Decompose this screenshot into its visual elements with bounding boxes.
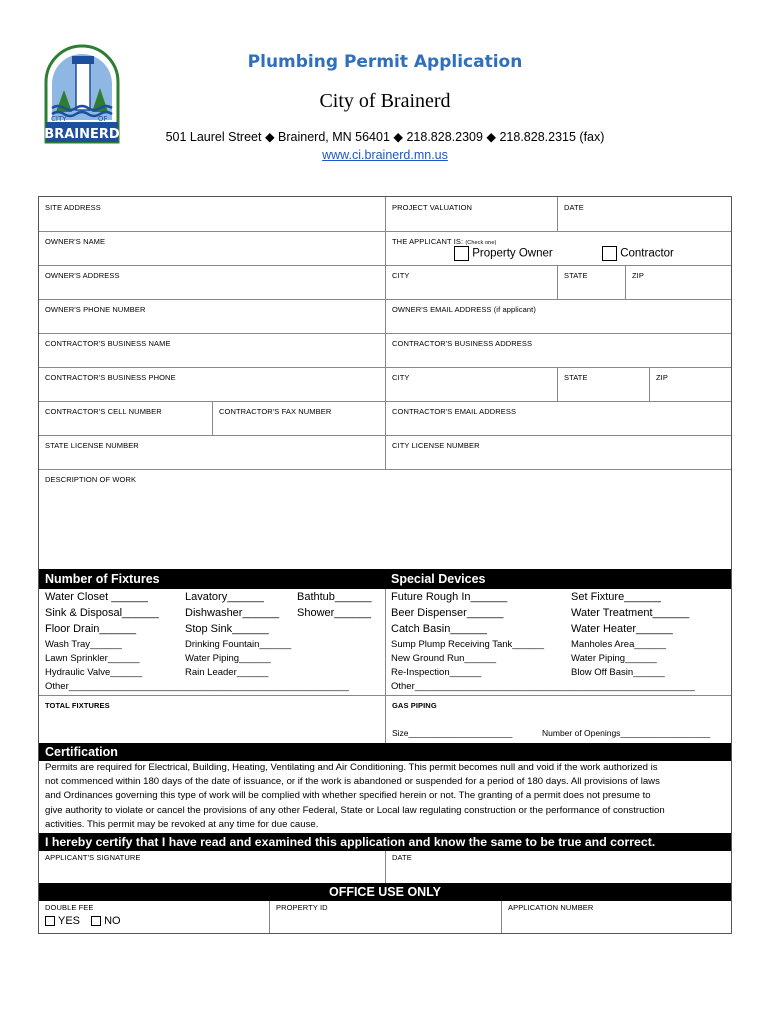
city-license-field[interactable] (385, 435, 731, 469)
field-label: THE APPLICANT IS: (Check one) (392, 237, 497, 246)
contractor-city-field[interactable] (385, 367, 557, 401)
certification-line: activities. This permit may be revoked at any time for due cause. (45, 818, 319, 830)
field-label: CITY (392, 271, 410, 280)
fixtures-heading: Number of Fixtures (45, 572, 160, 586)
website-link[interactable]: www.ci.brainerd.mn.us (322, 148, 448, 162)
special-device-other[interactable]: Other_____________________________________________________ (391, 681, 695, 692)
special-device-item[interactable]: Catch Basin______ (391, 623, 488, 635)
certification-bar (39, 743, 731, 761)
field-label: CITY (392, 373, 410, 382)
date-field[interactable] (557, 197, 731, 231)
certify-statement-bar (39, 833, 731, 851)
certification-line: give authority to violate or cancel the provisions of any other Federal, State or Local law regulating construction or the performance of construction (45, 804, 665, 816)
owner-state-field[interactable] (557, 265, 625, 299)
certification-line: Permits are required for Electrical, Building, Heating, Ventilating and Air Conditioning. This permit becomes null and void if the work authorized is (45, 762, 658, 773)
row-licenses (39, 435, 731, 470)
certification-heading: Certification (45, 745, 118, 759)
contractor-business-phone-field[interactable] (39, 367, 385, 401)
field-label: DATE (564, 203, 584, 212)
contractor-cell-field[interactable] (39, 401, 212, 435)
fixture-item[interactable]: Dishwasher______ (185, 607, 280, 619)
row-owner-contact (39, 299, 731, 334)
property-id-field[interactable] (269, 901, 501, 933)
row-totals (39, 695, 731, 743)
field-label: OWNER'S EMAIL ADDRESS (if applicant) (392, 305, 536, 314)
contractor-business-name-field[interactable] (39, 333, 385, 367)
office-use-heading: OFFICE USE ONLY (328, 885, 442, 899)
field-label: PROJECT VALUATION (392, 203, 473, 212)
double-fee-yes[interactable]: YES (45, 915, 80, 927)
site-address-field[interactable] (39, 197, 385, 231)
fixture-other[interactable]: Other_____________________________________________________ (45, 681, 349, 692)
no-checkbox[interactable] (91, 916, 101, 926)
description-of-work-field[interactable] (39, 469, 731, 569)
contractor-zip-field[interactable] (649, 367, 731, 401)
field-label: PROPERTY ID (276, 903, 328, 912)
field-label: SITE ADDRESS (45, 203, 101, 212)
city-name: City of Brainerd (319, 90, 451, 112)
special-device-item[interactable]: Sump Plump Receiving Tank______ (391, 639, 544, 650)
owners-phone-field[interactable] (39, 299, 385, 333)
fixture-item[interactable]: Wash Tray______ (45, 639, 122, 650)
gas-openings-field[interactable]: Number of Openings___________________ (542, 728, 711, 738)
fixture-item[interactable]: Stop Sink______ (185, 623, 269, 635)
field-label: DOUBLE FEE (45, 903, 94, 912)
field-label: TOTAL FIXTURES (45, 701, 110, 710)
special-device-item[interactable]: Re-Inspection______ (391, 667, 482, 678)
row-contractor-business (39, 333, 731, 368)
field-label: STATE (564, 271, 588, 280)
row-owner-address (39, 265, 731, 300)
special-devices-heading: Special Devices (391, 572, 486, 586)
office-use-bar (39, 883, 731, 901)
fixtures-section (39, 589, 731, 696)
certification-text (39, 761, 731, 833)
field-label: STATE (564, 373, 588, 382)
special-device-item[interactable]: Water Treatment______ (571, 607, 690, 619)
logo-city-text: CITY (51, 115, 67, 123)
total-fixtures-field[interactable] (39, 695, 385, 743)
permit-form (38, 196, 732, 934)
field-label: CITY LICENSE NUMBER (392, 441, 480, 450)
row-site (39, 197, 731, 232)
field-label: APPLICATION NUMBER (508, 903, 594, 912)
fixture-item[interactable]: Water Piping______ (185, 653, 271, 664)
field-label: OWNER'S NAME (45, 237, 106, 246)
special-device-item[interactable]: Water Piping______ (571, 653, 657, 664)
certification-line: not commenced within 180 days of the date of issuance, or if the work is abandoned or suspended for a period of 180 days. All provisions of laws (45, 776, 660, 788)
fixture-item[interactable]: Sink & Disposal______ (45, 607, 159, 619)
yes-checkbox[interactable] (45, 916, 55, 926)
row-office (39, 901, 731, 933)
gas-piping-field (385, 695, 731, 743)
fixture-item[interactable]: Rain Leader______ (185, 667, 269, 678)
field-label: STATE LICENSE NUMBER (45, 441, 139, 450)
applicant-signature-field[interactable] (39, 851, 385, 883)
fixture-item[interactable]: Water Closet ______ (45, 591, 148, 603)
special-device-item[interactable]: Future Rough In______ (391, 591, 508, 603)
field-label: GAS PIPING (392, 701, 437, 710)
special-device-item[interactable]: Blow Off Basin______ (571, 667, 665, 678)
field-label: ZIP (656, 373, 668, 382)
field-label: DATE (392, 853, 412, 862)
special-device-item[interactable]: Water Heater______ (571, 623, 673, 635)
contact-address: 501 Laurel Street ◆ Brainerd, MN 56401 ◆ 218.828.2309 ◆ 218.828.2315 (fax) (165, 130, 605, 144)
logo-of-text: OF (98, 115, 108, 123)
owners-email-field[interactable] (385, 299, 731, 333)
field-label: CONTRACTOR'S BUSINESS NAME (45, 339, 171, 348)
fixtures-header-bar (39, 569, 731, 589)
applicant-type (385, 231, 731, 265)
double-fee-no[interactable]: NO (91, 915, 121, 927)
signature-date-field[interactable] (385, 851, 731, 883)
field-label: CONTRACTOR'S EMAIL ADDRESS (392, 407, 517, 416)
owners-name-field[interactable] (39, 231, 385, 265)
special-device-item[interactable]: Beer Dispenser______ (391, 607, 504, 619)
property-owner-checkbox[interactable] (454, 246, 469, 261)
project-valuation-field[interactable] (385, 197, 557, 231)
owners-address-field[interactable] (39, 265, 385, 299)
owner-city-field[interactable] (385, 265, 557, 299)
contractor-email-field[interactable] (385, 401, 731, 435)
certify-statement: I hereby certify that I have read and examined this application and know the same to be true and correct. (45, 835, 656, 849)
gas-size-field[interactable]: Size______________________ (392, 728, 513, 738)
owner-zip-field[interactable] (625, 265, 731, 299)
contractor-fax-field[interactable] (212, 401, 385, 435)
field-label: ZIP (632, 271, 644, 280)
field-label: APPLICANT'S SIGNATURE (45, 853, 141, 862)
field-label: CONTRACTOR'S CELL NUMBER (45, 407, 162, 416)
special-device-item[interactable]: Manholes Area______ (571, 639, 667, 650)
fixture-item[interactable]: Bathtub______ (297, 591, 372, 603)
fixture-item[interactable]: Lavatory______ (185, 591, 264, 603)
row-owner (39, 231, 731, 266)
field-label: CONTRACTOR'S BUSINESS ADDRESS (392, 339, 533, 348)
fixture-item[interactable]: Shower______ (297, 607, 372, 619)
special-device-item[interactable]: New Ground Run______ (391, 653, 497, 664)
special-device-item[interactable]: Set Fixture______ (571, 591, 661, 603)
property-owner-option[interactable]: Property Owner (454, 246, 553, 261)
field-label: CONTRACTOR'S BUSINESS PHONE (45, 373, 176, 382)
contractor-business-address-field[interactable] (385, 333, 731, 367)
logo-brainerd-text: BRAINERD (44, 127, 120, 142)
row-contractor-cell (39, 401, 731, 436)
state-license-field[interactable] (39, 435, 385, 469)
page-title: Plumbing Permit Application (247, 52, 523, 72)
field-label: OWNER'S PHONE NUMBER (45, 305, 146, 314)
row-signature (39, 851, 731, 883)
fixture-item[interactable]: Drinking Fountain______ (185, 639, 292, 650)
row-contractor-phone (39, 367, 731, 402)
fixture-item[interactable]: Floor Drain______ (45, 623, 137, 635)
field-label: CONTRACTOR'S FAX NUMBER (219, 407, 332, 416)
field-label: DESCRIPTION OF WORK (45, 475, 137, 484)
application-number-field[interactable] (501, 901, 731, 933)
field-label: OWNER'S ADDRESS (45, 271, 120, 280)
contractor-checkbox[interactable] (602, 246, 617, 261)
certification-line: and Ordinances governing this type of work will be complied with whether specified herein or not. The granting of a permit does not presume to (45, 790, 651, 802)
contractor-option[interactable]: Contractor (602, 246, 674, 261)
fixture-item[interactable]: Lawn Sprinkler______ (45, 653, 140, 664)
contractor-state-field[interactable] (557, 367, 649, 401)
double-fee-field (39, 901, 269, 933)
fixture-item[interactable]: Hydraulic Valve______ (45, 667, 142, 678)
